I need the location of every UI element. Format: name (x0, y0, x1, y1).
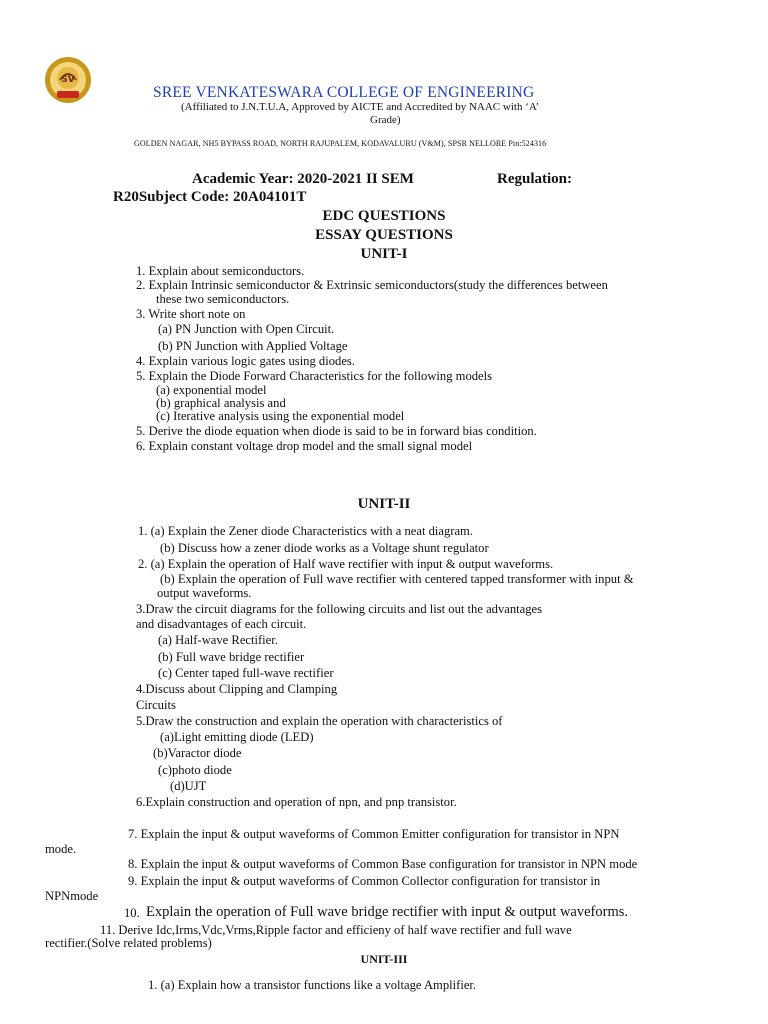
list-item: output waveforms. (157, 586, 252, 600)
list-item: (a) PN Junction with Open Circuit. (158, 322, 335, 336)
list-item: rectifier.(Solve related problems) (45, 936, 212, 950)
list-item: 6.Explain construction and operation of npn, and pnp transistor. (136, 795, 457, 809)
list-item: (a) Half-wave Rectifier. (158, 633, 278, 647)
svg-text:SV: SV (61, 75, 75, 85)
list-item: Explain the operation of Full wave bridge rectifier with input & output waveforms. (146, 904, 629, 920)
list-item: and disadvantages of each circuit. (136, 617, 307, 631)
list-item: 2. (a) Explain the operation of Half wave rectifier with input & output waveforms. (138, 557, 554, 571)
list-item: mode. (45, 842, 77, 856)
list-item: 2. Explain Intrinsic semiconductor & Extrinsic semiconductors(study the differences between (136, 278, 608, 292)
list-item: 9. Explain the input & output waveforms of Common Collector configuration for transistor in (128, 874, 601, 888)
list-item: 5. Explain the Diode Forward Characteristics for the following models (136, 369, 493, 383)
subject-code: R20Subject Code: 20A04101T (113, 189, 307, 205)
list-item: 1. (a) Explain the Zener diode Characteristics with a neat diagram. (138, 524, 474, 538)
list-item: 5. Derive the diode equation when diode is said to be in forward bias condition. (136, 424, 537, 438)
list-item: 1. (a) Explain how a transistor functions like a voltage Amplifier. (148, 978, 477, 992)
affiliation-text: (Affiliated to J.N.T.U.A, Approved by AICTE and Accredited by NAAC with ‘A’ (181, 101, 540, 113)
list-item: (b) Full wave bridge rectifier (158, 650, 305, 664)
list-item: 5.Draw the construction and explain the operation with characteristics of (136, 714, 503, 728)
unit3-heading: UNIT-III (360, 952, 408, 966)
list-item: (c)photo diode (158, 763, 232, 777)
list-item: (b) Explain the operation of Full wave rectifier with centered tapped transformer with input & (160, 572, 634, 586)
college-name: SREE VENKATESWARA COLLEGE OF ENGINEERING (153, 84, 535, 101)
list-item: 6. Explain constant voltage drop model and the small signal model (136, 439, 473, 453)
list-item: 8. Explain the input & output waveforms of Common Base configuration for transistor in NPN mode (128, 857, 638, 871)
grade-text: Grade) (370, 114, 401, 126)
list-item: these two semiconductors. (156, 292, 290, 306)
list-item: (c) Iterative analysis using the exponential model (156, 409, 405, 423)
list-item: 7. Explain the input & output waveforms of Common Emitter configuration for transistor in NPN (128, 827, 620, 841)
essay-heading: ESSAY QUESTIONS (315, 227, 453, 243)
list-item: 4.Discuss about Clipping and Clamping (136, 682, 338, 696)
list-item: (a)Light emitting diode (LED) (160, 730, 314, 744)
list-item: 1. Explain about semiconductors. (136, 264, 305, 278)
list-item: (a) exponential model (156, 383, 267, 397)
list-item: 3.Draw the circuit diagrams for the following circuits and list out the advantages (136, 602, 543, 616)
regulation-label: Regulation: (497, 171, 572, 187)
academic-year: Academic Year: 2020-2021 II SEM (192, 171, 414, 187)
college-logo-icon (44, 56, 92, 104)
list-item: 4. Explain various logic gates using diodes. (136, 354, 355, 368)
edc-heading: EDC QUESTIONS (322, 208, 446, 224)
list-item: (b)Varactor diode (153, 746, 242, 760)
unit2-heading: UNIT-II (357, 496, 411, 512)
address-text: GOLDEN NAGAR, NH5 BYPASS ROAD, NORTH RAJUPALEM, KODAVALURU (V&M), SPSR NELLORE Pin:524316 (134, 139, 547, 148)
list-item: 10. (124, 906, 140, 920)
list-item: NPNmode (45, 889, 99, 903)
list-item: 3. Write short note on (136, 307, 246, 321)
list-item: 11. Derive Idc,Irms,Vdc,Vrms,Ripple factor and efficieny of half wave rectifier and full wave (100, 923, 572, 937)
unit1-heading: UNIT-I (360, 246, 408, 262)
list-item: (b) Discuss how a zener diode works as a Voltage shunt regulator (160, 541, 489, 555)
list-item: (b) PN Junction with Applied Voltage (158, 339, 348, 353)
list-item: (c) Center taped full-wave rectifier (158, 666, 334, 680)
list-item: Circuits (136, 698, 176, 712)
list-item: (d)UJT (170, 779, 207, 793)
list-item: (b) graphical analysis and (156, 396, 286, 410)
